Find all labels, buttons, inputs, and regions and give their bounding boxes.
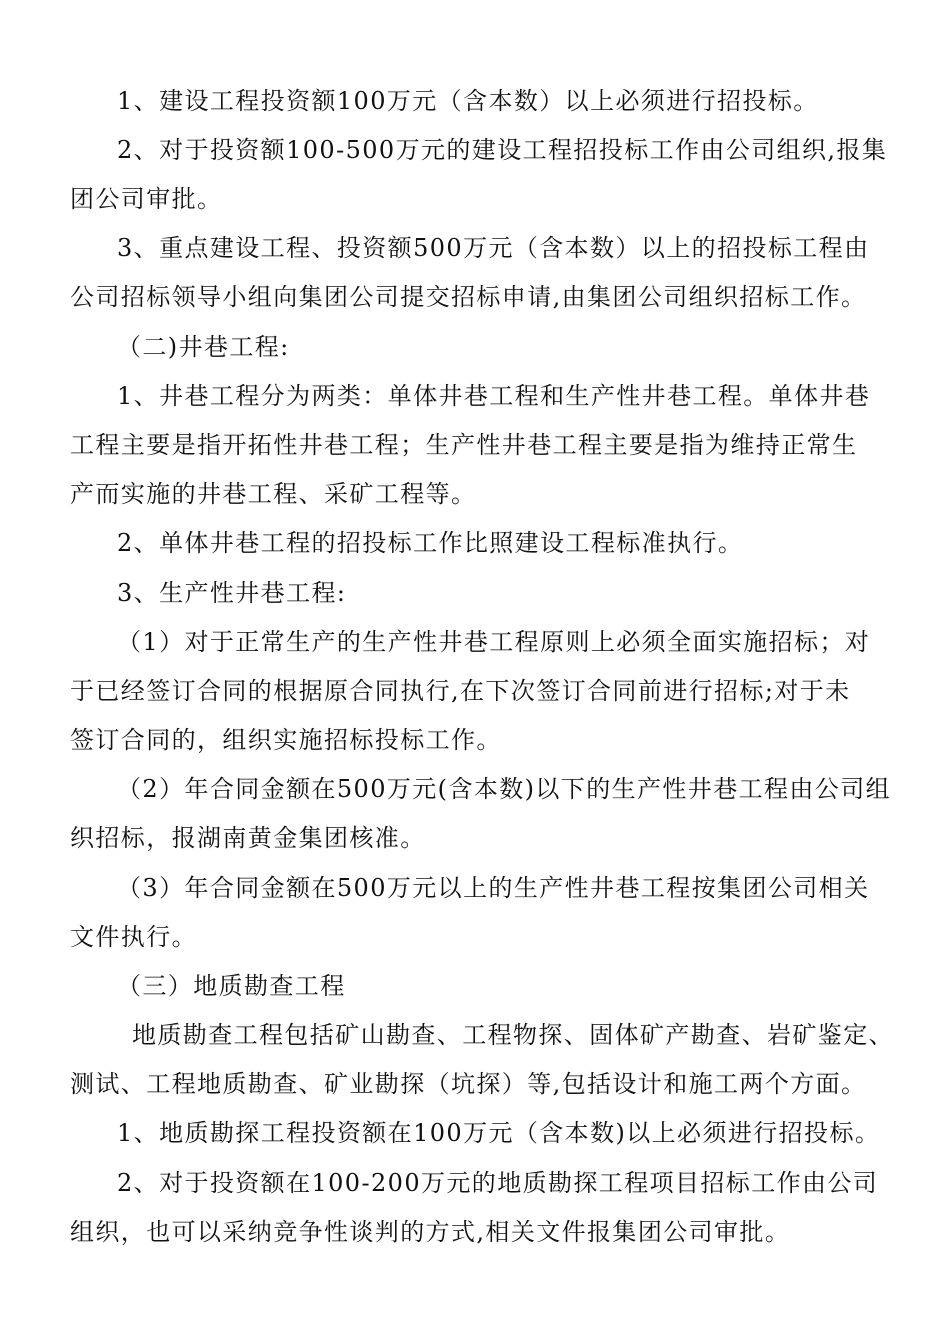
paragraph-line: 公司招标领导小组向集团公司提交招标申请,由集团公司组织招标工作。 bbox=[70, 283, 867, 311]
paragraph-line: （1）对于正常生产的生产性井巷工程原则上必须全面实施招标；对 bbox=[117, 628, 871, 656]
paragraph-line: 工程主要是指开拓性井巷工程；生产性井巷工程主要是指为维持正常生 bbox=[70, 431, 858, 459]
paragraph-line: 组织，也可以采纳竞争性谈判的方式,相关文件报集团公司审批。 bbox=[70, 1218, 791, 1246]
paragraph-line: 1、建设工程投资额100万元（含本数）以上必须进行招投标。 bbox=[117, 87, 819, 115]
paragraph-line: 文件执行。 bbox=[70, 923, 197, 951]
paragraph-line: 测试、工程地质勘查、矿业勘探（坑探）等,包括设计和施工两个方面。 bbox=[70, 1070, 867, 1098]
paragraph-line: 2、对于投资额100-500万元的建设工程招投标工作由公司组织,报集 bbox=[117, 136, 888, 164]
paragraph-line: 1、井巷工程分为两类：单体井巷工程和生产性井巷工程。单体井巷 bbox=[117, 382, 871, 410]
paragraph-line: 2、单体井巷工程的招投标工作比照建设工程标准执行。 bbox=[117, 529, 744, 557]
paragraph-line: 织招标，报湖南黄金集团核准。 bbox=[70, 824, 426, 852]
paragraph-line: （2）年合同金额在500万元(含本数)以下的生产性井巷工程由公司组 bbox=[117, 775, 892, 803]
paragraph-line: 地质勘查工程包括矿山勘查、工程物探、固体矿产勘查、岩矿鉴定、 bbox=[132, 1021, 894, 1049]
section-heading: （三）地质勘查工程 bbox=[117, 972, 346, 1000]
paragraph-line: 团公司审批。 bbox=[70, 185, 223, 213]
paragraph-line: 3、重点建设工程、投资额500万元（含本数）以上的招投标工程由 bbox=[117, 234, 870, 262]
paragraph-line: 3、生产性井巷工程: bbox=[117, 579, 347, 607]
section-heading: （二)井巷工程: bbox=[117, 333, 290, 361]
paragraph-line: （3）年合同金额在500万元以上的生产性井巷工程按集团公司相关 bbox=[117, 874, 870, 902]
paragraph-line: 产而实施的井巷工程、采矿工程等。 bbox=[70, 480, 477, 508]
paragraph-line: 于已经签订合同的根据原合同执行,在下次签订合同前进行招标;对于未 bbox=[70, 677, 851, 705]
paragraph-line: 1、地质勘探工程投资额在100万元（含本数)以上必须进行招投标。 bbox=[117, 1119, 881, 1147]
paragraph-line: 签订合同的，组织实施招标投标工作。 bbox=[70, 726, 502, 754]
paragraph-line: 2、对于投资额在100-200万元的地质勘探工程项目招标工作由公司 bbox=[117, 1169, 879, 1197]
